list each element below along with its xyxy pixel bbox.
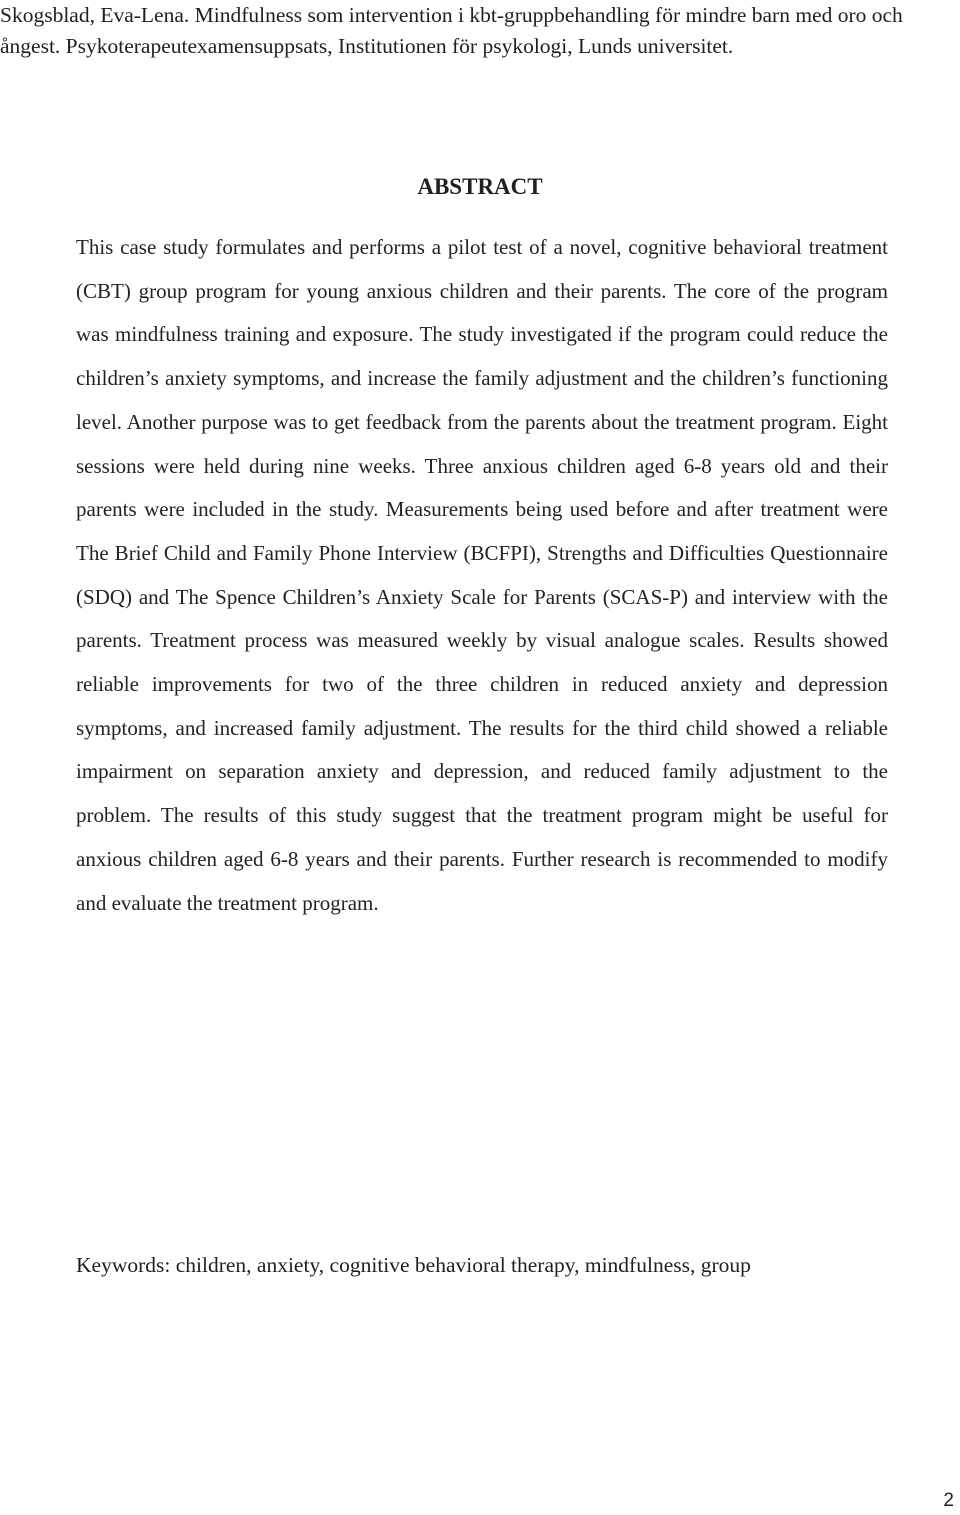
citation-text: Skogsblad, Eva-Lena. Mindfulness som intervention i kbt-gruppbehandling för mindre barn med oro och ångest. Psykoterapeutexamensuppsats, Institutionen för psykologi, Lunds universitet.: [0, 3, 903, 58]
abstract-body: This case study formulates and performs a pilot test of a novel, cognitive behavioral treatment (CBT) group program for young anxious children and their parents. The core of the program was mindfulness training and exposure. The study investigated if the program could reduce the children’s anxiety symptoms, and increase the family adjustment and the children’s functioning level. Another purpose was to get feedback from the parents about the treatment program. Eight sessions were held during nine weeks. Three anxious children aged 6-8 years old and their parents were included in the study. Measurements being used before and after treatment were The Brief Child and Family Phone Interview (BCFPI), Strengths and Difficulties Questionnaire (SDQ) and The Spence Children’s Anxiety Scale for Parents (SCAS-P) and interview with the parents. Treatment process was measured weekly by visual analogue scales. Results showed reliable improvements for two of the three children in reduced anxiety and depression symptoms, and increased family adjustment. The results for the third child showed a reliable impairment on separation anxiety and depression, and reduced family adjustment to the problem. The results of this study suggest that the treatment program might be useful for anxious children aged 6-8 years and their parents. Further research is recommended to modify and evaluate the treatment program.: [76, 235, 888, 915]
keywords-line: Keywords: children, anxiety, cognitive behavioral therapy, mindfulness, group: [76, 1253, 751, 1277]
page-number: 2: [943, 1490, 954, 1511]
abstract-heading: ABSTRACT: [417, 174, 543, 199]
